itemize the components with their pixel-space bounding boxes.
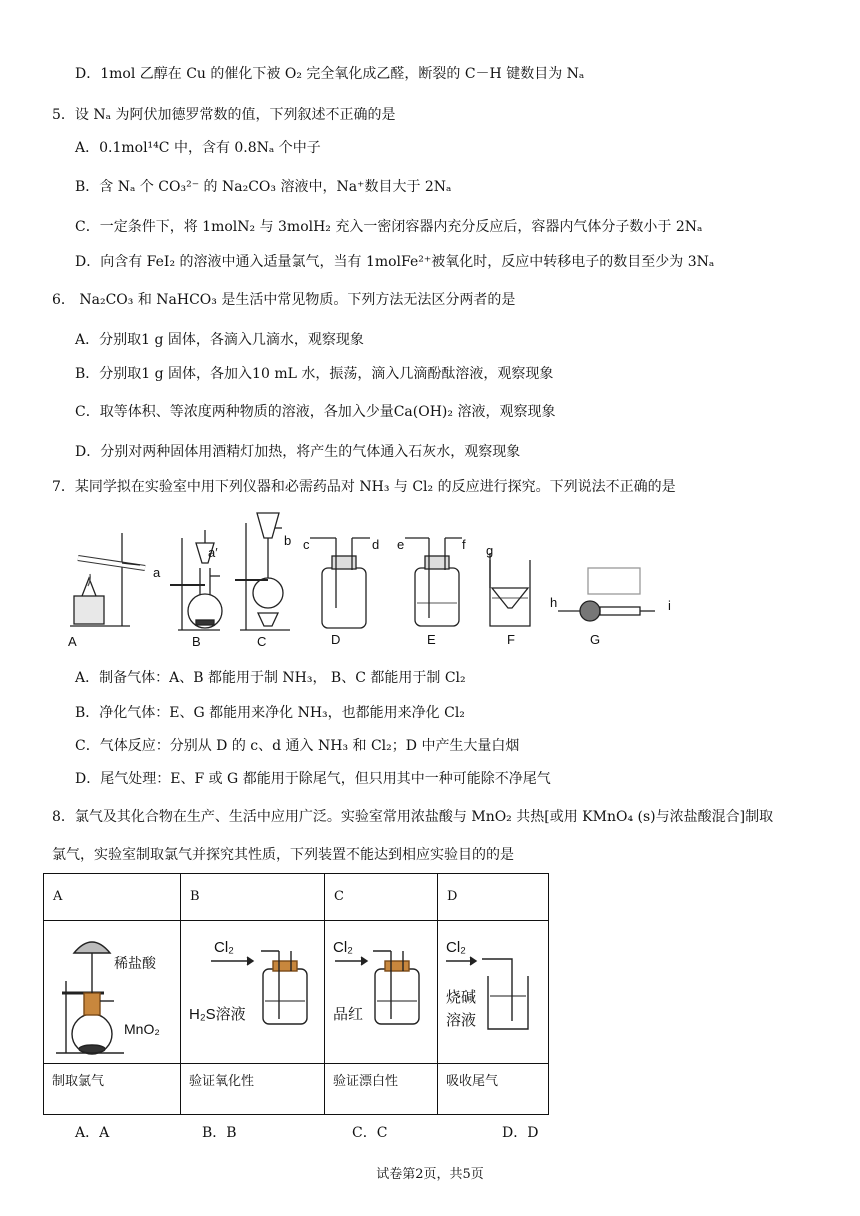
port-label-g: g: [486, 543, 494, 558]
q7-option-c: C．气体反应：分别从 D 的 c、d 通入 NH₃ 和 Cl₂；D 中产生大量白烟: [75, 738, 520, 754]
apparatus-a: [70, 533, 145, 626]
q8-figure-d: [438, 921, 549, 1064]
apparatus-label-g: G: [590, 632, 601, 647]
apparatus-c: [235, 513, 290, 630]
q8-answer-c: C．C: [352, 1125, 388, 1141]
q8-header-c: C: [325, 874, 438, 921]
q7-stem: 7．某同学拟在实验室中用下列仪器和必需药品对 NH₃ 与 Cl₂ 的反应进行探究。下列说法不正确的是: [52, 479, 676, 495]
q5-stem: 5．设 Nₐ 为阿伏加德罗常数的值，下列叙述不正确的是: [52, 107, 396, 123]
q5-option-a: A．0.1mol¹⁴C 中，含有 0.8Nₐ 个中子: [75, 140, 321, 156]
q7-apparatus-figure: [60, 508, 680, 653]
q8-caption-b: 验证氧化性: [181, 1064, 325, 1115]
apparatus-g: [558, 568, 655, 621]
a-solid-label: MnO₂: [124, 1021, 160, 1037]
q8-caption-d: 吸收尾气: [438, 1064, 549, 1115]
b-gas-label: Cl₂: [214, 939, 234, 956]
q8-answer-b: B．B: [202, 1125, 237, 1141]
c-solution-label: 品红: [333, 1006, 364, 1023]
q5-option-c: C．一定条件下，将 1molN₂ 与 3molH₂ 充入一密闭容器内充分反应后，容器内气体分子数小于 2Nₐ: [75, 219, 703, 235]
q8-header-d: D: [438, 874, 549, 921]
d-solution-label-1: 烧碱: [446, 989, 477, 1006]
apparatus-label-d: D: [331, 632, 341, 647]
apparatus-label-e: E: [427, 632, 436, 647]
c-gas-label: Cl₂: [333, 939, 353, 956]
port-label-f: f: [462, 537, 466, 552]
q8-figure-b: [181, 921, 325, 1064]
q8-answer-a: A．A: [75, 1125, 110, 1141]
apparatus-e: [405, 538, 462, 626]
q8-stem-line2: 氯气，实验室制取氯气并探究其性质，下列装置不能达到相应实验目的的是: [52, 847, 514, 863]
q8-caption-a: 制取氯气: [44, 1064, 181, 1115]
apparatus-label-f: F: [507, 632, 515, 647]
q7-option-a: A．制备气体：A、B 都能用于制 NH₃， B、C 都能用于制 Cl₂: [75, 670, 466, 686]
q6-option-d: D．分别对两种固体用酒精灯加热，将产生的气体通入石灰水，观察现象: [75, 444, 521, 460]
q6-stem: 6． Na₂CO₃ 和 NaHCO₃ 是生活中常见物质。下列方法无法区分两者的是: [52, 292, 516, 308]
a-acid-label: 稀盐酸: [114, 955, 156, 971]
q5-option-d: D．向含有 FeI₂ 的溶液中通入适量氯气，当有 1molFe²⁺被氧化时，反应中转移电子的数目至少为 3Nₐ: [75, 254, 715, 270]
apparatus-label-a: A: [68, 634, 77, 649]
port-label-e: e: [397, 537, 405, 552]
apparatus-label-c: C: [257, 634, 267, 649]
port-label-a-prime: a′: [208, 545, 218, 560]
q7-option-d: D．尾气处理：E、F 或 G 都能用于除尾气，但只用其中一种可能除不净尾气: [75, 771, 551, 787]
q8-answer-d: D．D: [502, 1125, 539, 1141]
q6-option-b: B．分别取1 g 固体，各加入10 mL 水，振荡，滴入几滴酚酞溶液，观察现象: [75, 366, 554, 382]
apparatus-f: [490, 553, 530, 626]
port-label-i: i: [668, 598, 671, 613]
port-label-h: h: [550, 595, 558, 610]
q8-caption-c: 验证漂白性: [325, 1064, 438, 1115]
q7-option-b: B．净化气体：E、G 都能用来净化 NH₃，也都能用来净化 Cl₂: [75, 705, 465, 721]
page-footer: 试卷第2页，共5页: [376, 1167, 484, 1182]
q5-option-b: B．含 Nₐ 个 CO₃²⁻ 的 Na₂CO₃ 溶液中，Na⁺数目大于 2Nₐ: [75, 179, 452, 195]
port-label-d: d: [372, 537, 380, 552]
port-label-a: a: [153, 565, 161, 580]
apparatus-label-b: B: [192, 634, 201, 649]
q8-table: [43, 873, 549, 1115]
q8-stem-line1: 8．氯气及其化合物在生产、生活中应用广泛。实验室常用浓盐酸与 MnO₂ 共热[或用 KMnO₄ (s)与浓盐酸混合]制取: [52, 809, 774, 825]
q6-option-a: A．分别取1 g 固体，各滴入几滴水，观察现象: [75, 332, 364, 348]
d-solution-label-2: 溶液: [446, 1012, 477, 1029]
d-gas-label: Cl₂: [446, 939, 466, 956]
port-label-b: b: [284, 533, 292, 548]
q8-header-b: B: [181, 874, 325, 921]
q6-option-c: C．取等体积、等浓度两种物质的溶液，各加入少量Ca(OH)₂ 溶液，观察现象: [75, 404, 556, 420]
q4-option-d: D．1mol 乙醇在 Cu 的催化下被 O₂ 完全氧化成乙醛，断裂的 C－H 键数目为 Nₐ: [75, 66, 585, 82]
port-label-c: c: [303, 537, 310, 552]
q8-header-a: A: [44, 874, 181, 921]
q8-figure-c: [325, 921, 438, 1064]
apparatus-d: [310, 538, 370, 628]
q8-figure-a: [44, 921, 181, 1064]
b-solution-label: H₂S溶液: [189, 1006, 246, 1023]
